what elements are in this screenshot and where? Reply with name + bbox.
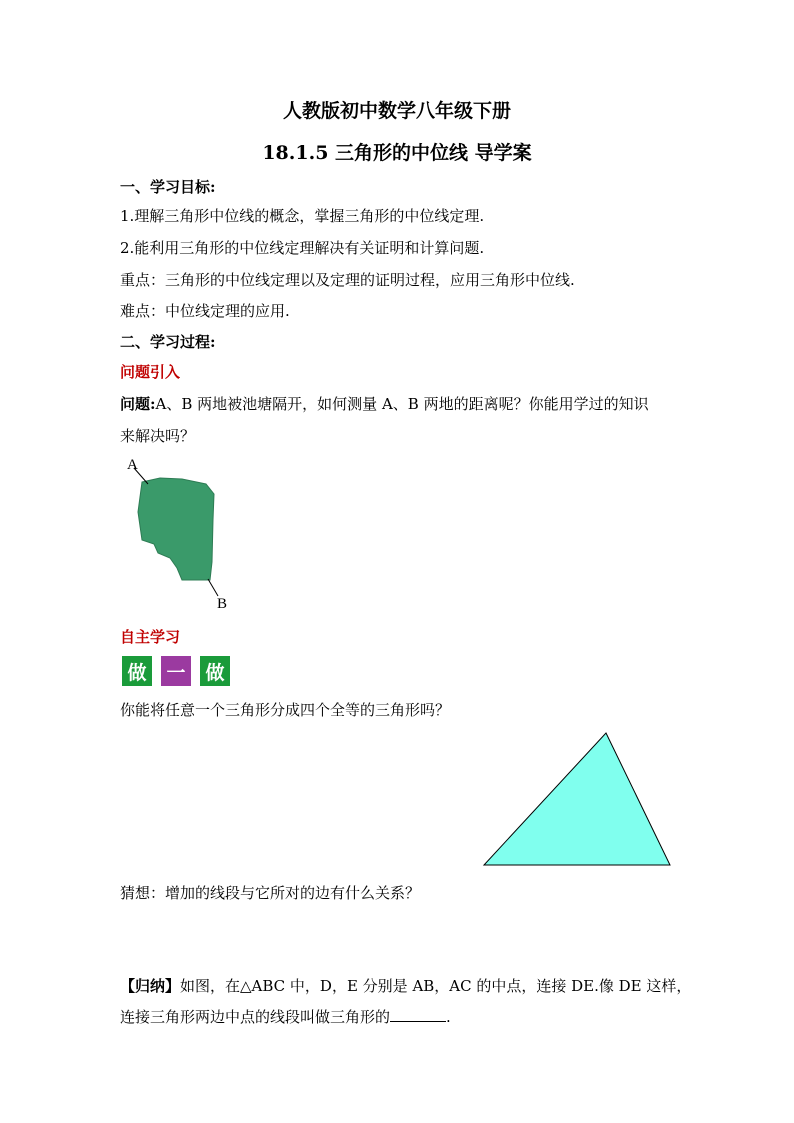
zuo-box-2: 做 <box>200 656 230 686</box>
triangle-shape <box>484 733 670 865</box>
question-label: 问题: <box>120 395 156 413</box>
goal-2: 2.能利用三角形的中位线定理解决有关证明和计算问题. <box>120 239 485 257</box>
question-text-1: A、B 两地被池塘隔开，如何测量 A、B 两地的距离呢？你能用学过的知识 <box>155 395 649 413</box>
pond-shape <box>138 478 214 580</box>
key-point: 重点：三角形的中位线定理以及定理的证明过程，应用三角形中位线. <box>120 271 575 289</box>
document-title: 人教版初中数学八年级下册 <box>282 100 511 122</box>
self-study-heading: 自主学习 <box>120 628 181 646</box>
zuo-yi-zuo-banner <box>122 656 230 686</box>
point-a-label: A <box>127 457 138 473</box>
intro-heading: 问题引入 <box>120 363 181 381</box>
goal-1: 1.理解三角形中位线的概念，掌握三角形的中位线定理. <box>120 207 485 225</box>
section-process-heading: 二、学习过程: <box>120 333 216 351</box>
question-line-2: 来解决吗？ <box>120 427 196 445</box>
summary-line-1 <box>120 976 691 996</box>
triangle-figure <box>480 728 676 870</box>
difficulty: 难点：中位线定理的应用. <box>120 302 290 320</box>
zuo-box-1: 做 <box>122 656 152 686</box>
summary-suffix: . <box>446 1008 451 1026</box>
summary-line-2 <box>120 1007 451 1027</box>
task-question: 你能将任意一个三角形分成四个全等的三角形吗？ <box>120 701 451 719</box>
answer-blank[interactable] <box>390 1007 446 1022</box>
question-line-1 <box>120 394 649 414</box>
summary-text-1: 如图，在△ABC 中，D，E 分别是 AB，AC 的中点，连接 DE.像 DE 这样， <box>180 977 692 995</box>
pond-line-b <box>208 579 218 596</box>
section-goals-heading: 一、学习目标: <box>120 178 216 196</box>
summary-label: 【归纳】 <box>120 977 181 995</box>
pond-figure <box>120 452 240 614</box>
lesson-title: 18.1.5 三角形的中位线 导学案 <box>262 142 532 164</box>
guess-text: 猜想：增加的线段与它所对的边有什么关系？ <box>120 884 421 902</box>
point-b-label: B <box>217 596 228 612</box>
yi-box: 一 <box>161 656 191 686</box>
summary-text-2: 连接三角形两边中点的线段叫做三角形的 <box>120 1008 391 1026</box>
